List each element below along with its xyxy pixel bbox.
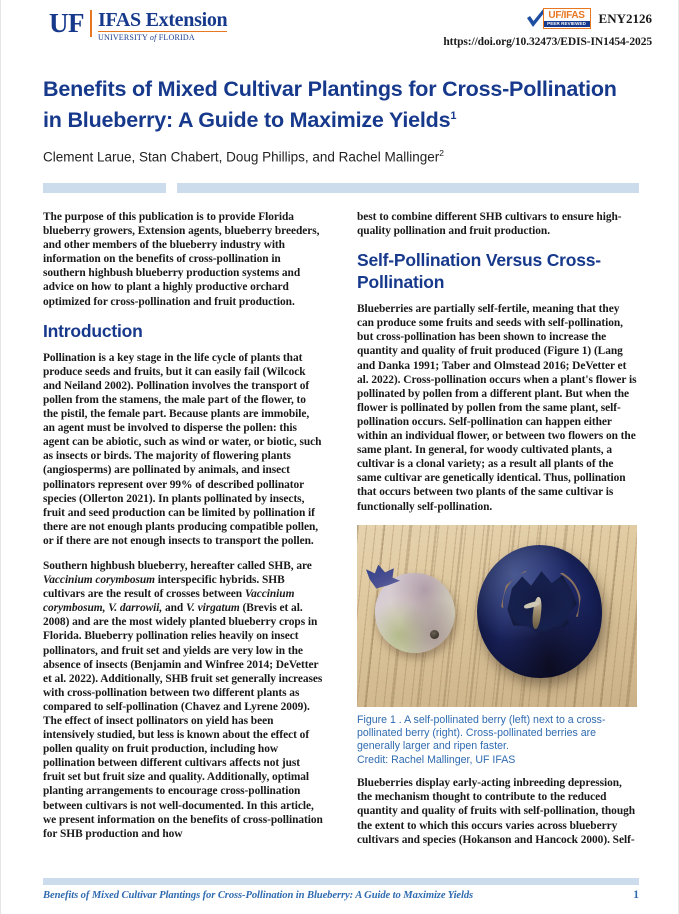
footer-title: Benefits of Mixed Cultivar Plantings for Cross-Pollination in Blueberry: A Guide to Maximize Yields (43, 890, 474, 901)
peer-badge-top-label: UF/IFAS (548, 9, 585, 21)
intro-paragraph-2 (43, 559, 323, 841)
figure-1 (357, 525, 637, 768)
logo-wordmark (98, 10, 227, 42)
header-divider-right (177, 183, 639, 193)
header-divider-left (43, 183, 166, 193)
logo-university-line (98, 33, 227, 42)
self-cross-paragraph-1 (357, 302, 637, 513)
cross-pollinated-berry (477, 545, 602, 678)
section-heading-introduction: Introduction (43, 320, 143, 341)
term-cross-pollination: Cross-pollination (403, 373, 487, 386)
self-pollinated-berry (375, 573, 455, 653)
p2-species-1: Vaccinium corymbosum (43, 574, 155, 587)
authors-footnote-marker: 2 (439, 148, 444, 159)
page-title (43, 76, 643, 134)
figure-1-image (357, 525, 637, 707)
p2-part4: (Brevis et al. 2008) and are the most widely planted blueberry crops in Florida. Blueberry pollination relies heavily on insect pollinators, and fruit set and yields are very low in the absence of insects (Benjamin and Winfree 2014; DeVetter et al. 2022). Additionally, SHB fruit set generally increases with cross-pollination between two different plants as compared to self-pollination (Chavez and Lyrene 2009). The effect of insect pollinators on yield has been intensively studied, but less is known about the effect of pollen quality on fruit production, including how pollination between different cultivars affects not just fruit set but fruit size and quality. Additionally, optimal planting arrangements to encourage cross-pollination between cultivars is not well-documented. In this article, we present information on the benefits of cross-pollination for SHB production and how (43, 602, 323, 840)
abstract-paragraph: The purpose of this publication is to provide Florida blueberry growers, Extension agents, blueberry breeders, and other members of the blueberry industry with information on the benefits of cross-pollination in southern highbush blueberry production systems and advice on how to plant a highly productive orchard optimized for cross-pollination and fruit production. (43, 211, 320, 308)
footer-divider (43, 878, 639, 885)
logo-divider (90, 10, 92, 37)
logo-university-pre: UNIVERSITY (98, 33, 150, 42)
figure-1-credit: Credit: Rachel Mallinger, UF IFAS (357, 753, 516, 766)
author-list (43, 144, 643, 167)
peer-reviewed-row (529, 8, 652, 30)
uf-ifas-logo (49, 10, 227, 42)
p2-species-3: V. virgatum (185, 602, 240, 615)
logo-org-name: IFAS Extension (98, 9, 228, 31)
page-footer (43, 889, 639, 901)
logo-university-post: FLORIDA (156, 33, 195, 42)
doi-link[interactable]: https://doi.org/10.32473/EDIS-IN1454-2025 (443, 36, 652, 48)
self-cross-paragraph-2: Blueberries display early-acting inbreeding depression, the mechanism thought to contribute to the reduced quantity and quality of fruits with self-pollination, though the extent to which this occurs varies across blueberry cultivars and species (Hokanson and Hancock 2000). Self- (357, 777, 636, 846)
p2-part1: Southern highbush blueberry, hereafter called SHB, are (43, 559, 312, 572)
logo-university-of: of (149, 33, 157, 42)
section-heading-self-vs-cross: Self-Pollination Versus Cross-Pollination (357, 250, 601, 293)
term-self-pollination: self-pollination (357, 401, 621, 428)
publication-id: ENY2126 (598, 11, 652, 26)
title-block (43, 76, 643, 167)
rp1-part2: occurs when a plant's flower is pollinated by pollen from a different plant. But when the flower is pollinated by pollen from the same plant, (357, 373, 637, 414)
continued-paragraph: best to combine different SHB cultivars to ensure high-quality pollination and fruit production. (357, 211, 622, 238)
logo-rule (98, 31, 227, 32)
right-column (357, 210, 637, 858)
author-names: Clement Larue, Stan Chabert, Doug Phillips, and Rachel Mallinger (43, 149, 440, 165)
intro-paragraph-1: Pollination is a key stage in the life cycle of plants that produce seeds and fruits, but it can easily fail (Wilcock and Neiland 2002). Pollination involves the transport of pollen from the stamens, the male part of the flower, to the pistil, the female part. Because plants are immobile, an agent must be involved to disperse the pollen: this agent can be abiotic, such as wind or water, or biotic, such as insects or birds. The majority of flowering plants (angiosperms) are pollinated by animals, and insect pollinators represent over 99% of described pollinator species (Ollerton 2021). In plants pollinated by insects, fruit and seed production can be limited by pollination if there are not enough plants producing compatible pollen, or if there are not enough insects to transport the pollen. (43, 351, 322, 547)
page-title-line1: Benefits of Mixed Cultivar Plantings for Cross-Pollination (43, 77, 617, 101)
p2-part2: interspecific hybrids. SHB cultivars are the result of crosses between (43, 574, 285, 601)
peer-badge-bottom-label: PEER REVIEWED (544, 21, 590, 27)
p2-part3: and (162, 602, 186, 615)
rp1-part1: Blueberries are partially self-fertile, meaning that they can produce some fruits and seeds with self-pollination, but cross-pollination has been shown to increase the quantity and quality of fruit produced (Figure 1) (Lang and Danka 1991; Taber and Olmstead 2016; DeVetter et al. 2022). (357, 303, 627, 386)
title-footnote-marker: 1 (450, 110, 457, 122)
page-header (1, 0, 679, 62)
page-title-line2: in Blueberry: A Guide to Maximize Yields (43, 108, 451, 133)
rp1-part3: occurs. Self-pollination can happen either within an individual flower, or between two flowers on the same plant. In general, for woody cultivated plants, a cultivar is a clonal variety; as a result all plants of the same cultivar are genetically identical. Thus, pollination that occurs between two plants of the same cultivar is functionally self-pollination. (357, 415, 636, 513)
p2-species-2: Vaccinium corymbosum, V. darrowii, (43, 588, 295, 615)
peer-badge-box (543, 8, 591, 29)
figure-1-caption: Figure 1 . A self-pollinated berry (left) next to a cross-pollinated berry (right). Cross-pollinated berries are generally larger and ripen faster. (357, 713, 606, 753)
footer-page-number: 1 (633, 889, 639, 901)
peer-reviewed-badge (529, 8, 591, 30)
uf-logo-mark: UF (49, 8, 84, 38)
left-column (43, 210, 323, 852)
